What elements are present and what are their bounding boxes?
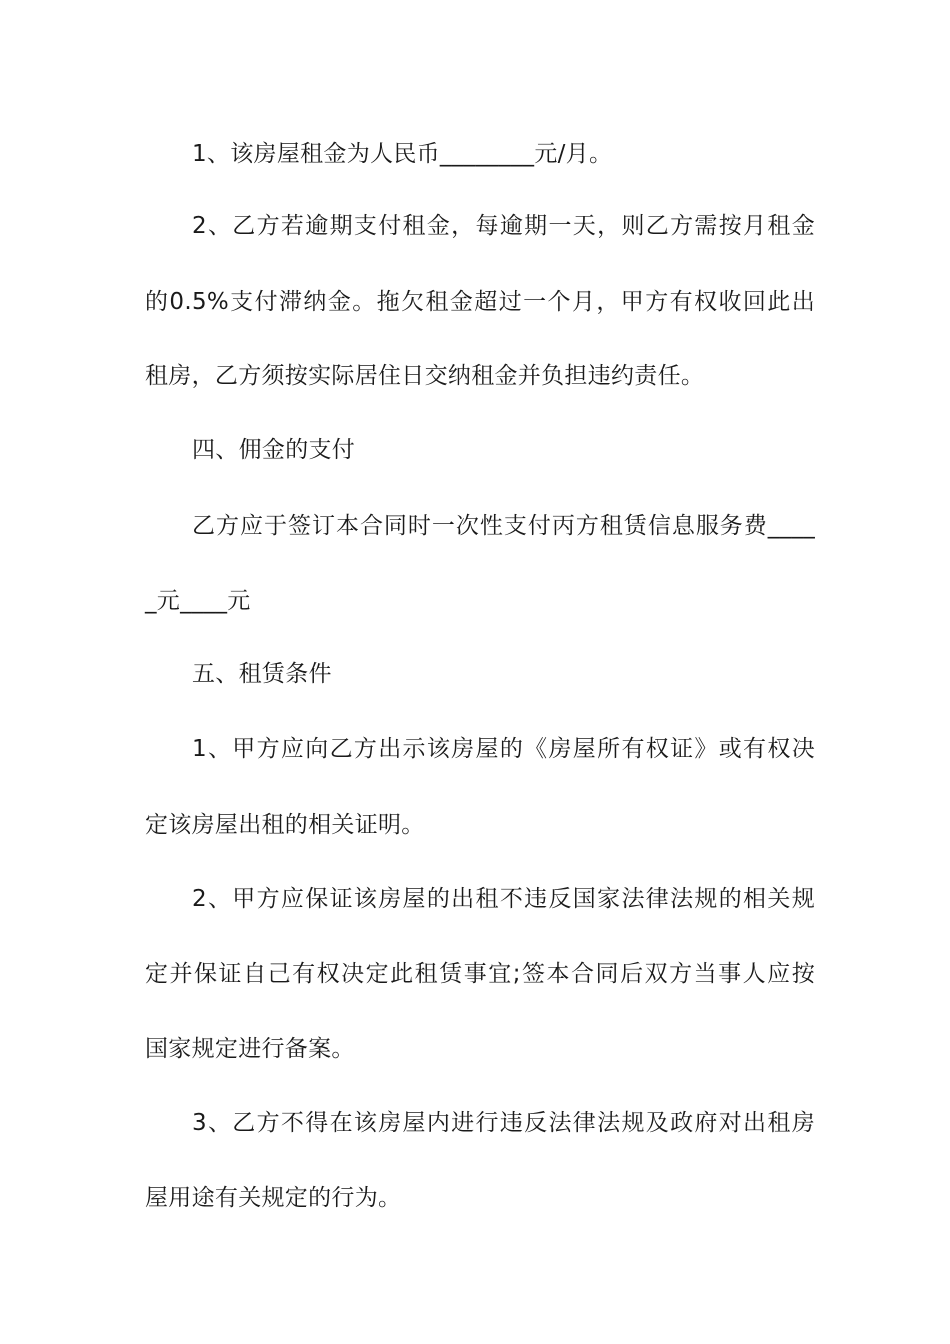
section-heading-lease-conditions: 五、租赁条件: [192, 661, 332, 687]
commission-line-1: 乙方应于签订本合同时一次性支付丙方租赁信息服务费____: [192, 513, 815, 539]
condition-1-line-2: 定该房屋出租的相关证明。: [145, 812, 425, 838]
condition-3-line-2: 屋用途有关规定的行为。: [145, 1185, 402, 1211]
late-payment-line-2: 的0.5%支付滞纳金。拖欠租金超过一个月，甲方有权收回此出: [145, 289, 815, 315]
condition-2-line-2: 定并保证自己有权决定此租赁事宜;签本合同后双方当事人应按: [145, 961, 815, 987]
late-payment-line-1: 2、乙方若逾期支付租金，每逾期一天，则乙方需按月租金: [192, 213, 815, 239]
condition-2-line-1: 2、甲方应保证该房屋的出租不违反国家法律法规的相关规: [192, 886, 815, 912]
section-heading-commission: 四、佣金的支付: [192, 437, 356, 463]
condition-2-line-3: 国家规定进行备案。: [145, 1036, 355, 1062]
commission-line-2: _元____元: [145, 588, 251, 614]
condition-1-line-1: 1、甲方应向乙方出示该房屋的《房屋所有权证》或有权决: [192, 736, 815, 762]
condition-3-line-1: 3、乙方不得在该房屋内进行违反法律法规及政府对出租房: [192, 1110, 815, 1136]
rent-amount-line: 1、该房屋租金为人民币________元/月。: [192, 141, 613, 167]
late-payment-line-3: 租房，乙方须按实际居住日交纳租金并负担违约责任。: [145, 363, 705, 389]
